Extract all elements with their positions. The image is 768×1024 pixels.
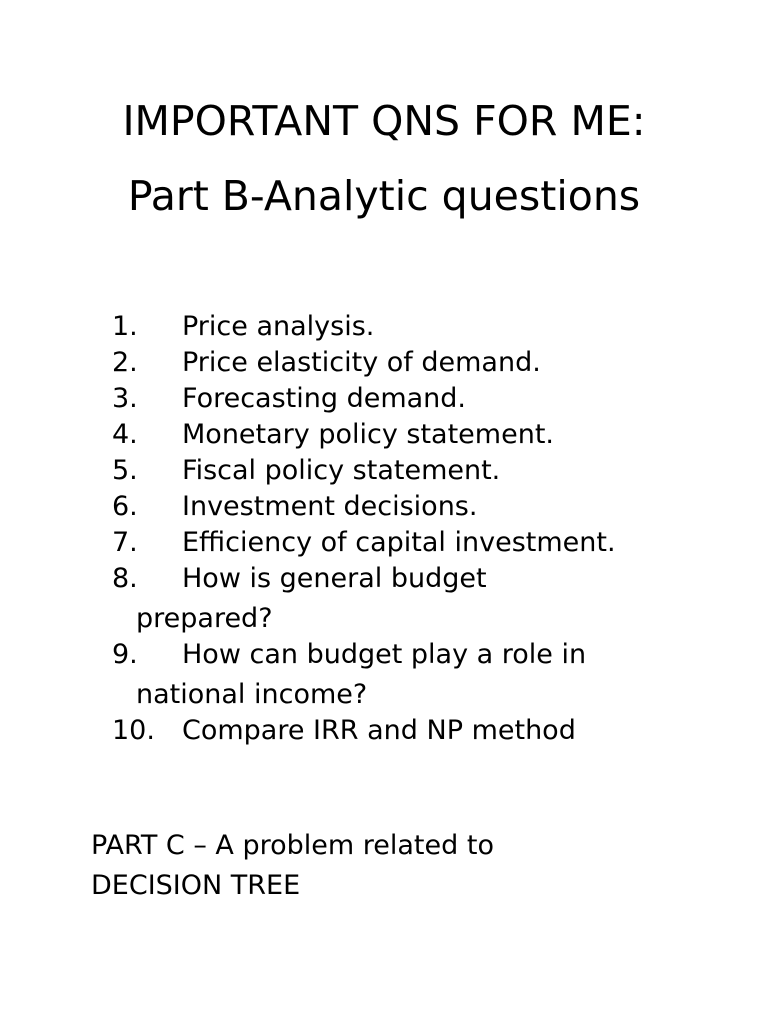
list-item-number: 1. xyxy=(112,311,138,342)
list-item-text: Investment decisions. xyxy=(182,491,478,522)
part-c-heading: PART C – A problem related to xyxy=(91,830,494,861)
list-item-text: Efficiency of capital investment. xyxy=(182,527,616,558)
list-item-text: How can budget play a role in xyxy=(182,639,587,670)
page-title: IMPORTANT QNS FOR ME: xyxy=(122,97,646,145)
list-item-text: Monetary policy statement. xyxy=(182,419,554,450)
list-item-number: 6. xyxy=(112,491,138,522)
list-item-number: 5. xyxy=(112,455,138,486)
list-item-text: Fiscal policy statement. xyxy=(182,455,501,486)
list-item-text: Forecasting demand. xyxy=(182,383,467,414)
list-item-number: 2. xyxy=(112,347,138,378)
list-item-text: Price elasticity of demand. xyxy=(182,347,541,378)
list-item-text: Price analysis. xyxy=(182,311,375,342)
list-item xyxy=(112,453,712,489)
list-item-text: Compare IRR and NP method xyxy=(182,715,576,746)
question-list xyxy=(112,309,712,749)
part-c-topic: DECISION TREE xyxy=(91,870,301,901)
list-item-text-continued: national income? xyxy=(136,679,368,710)
list-item xyxy=(112,381,712,417)
list-item xyxy=(112,713,712,749)
list-item-number: 7. xyxy=(112,527,138,558)
list-item-text-continued: prepared? xyxy=(136,603,273,634)
list-item-number: 8. xyxy=(112,563,138,594)
list-item xyxy=(112,525,712,561)
part-c-section xyxy=(91,826,494,906)
list-item-number: 9. xyxy=(112,639,138,670)
list-item xyxy=(112,489,712,525)
list-item-number: 4. xyxy=(112,419,138,450)
list-item-text: How is general budget xyxy=(182,563,487,594)
list-item xyxy=(112,637,712,713)
list-item xyxy=(112,345,712,381)
page-subtitle: Part B-Analytic questions xyxy=(127,172,641,220)
list-item xyxy=(112,561,712,637)
list-item xyxy=(112,309,712,345)
list-item xyxy=(112,417,712,453)
list-item-number: 3. xyxy=(112,383,138,414)
list-item-number: 10. xyxy=(112,715,155,746)
